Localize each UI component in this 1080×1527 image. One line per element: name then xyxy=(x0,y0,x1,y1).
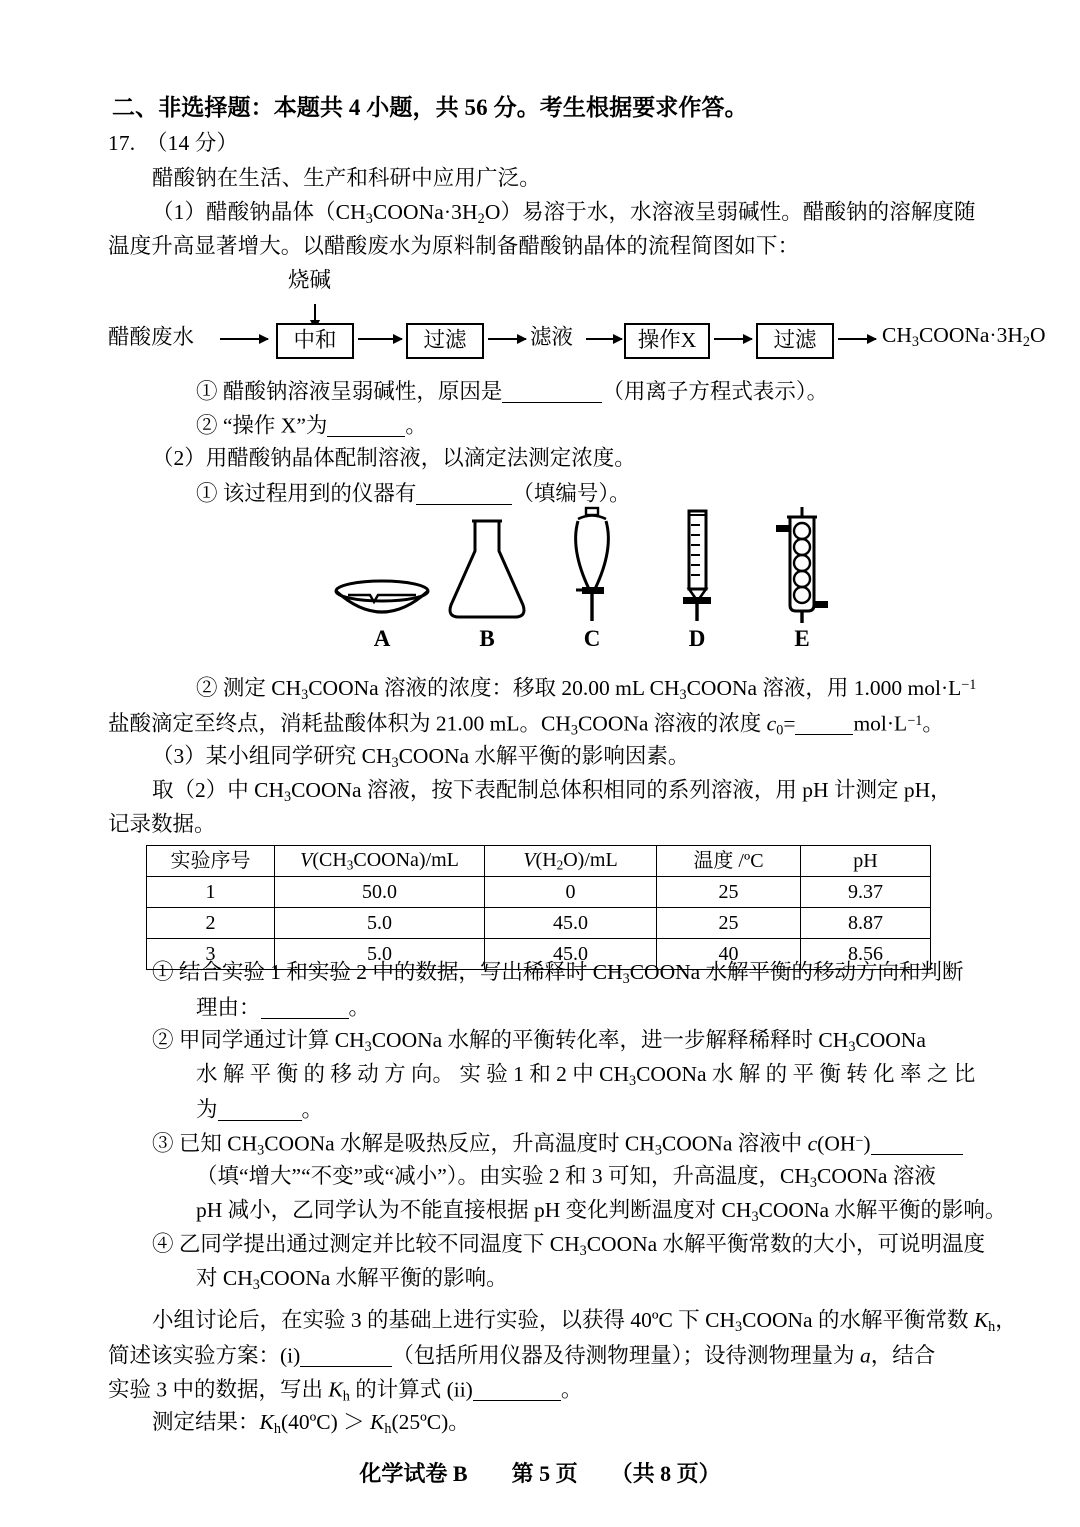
p3i4-l2-b: COONa 水解平衡的影响。 xyxy=(259,1266,508,1290)
p3i3-l1-b: COONa 水解是吸热反应，升高温度时 CH xyxy=(264,1131,655,1156)
cell-v-water: 0 xyxy=(485,877,657,908)
sub-3: 3 xyxy=(284,788,292,805)
cell-temperature: 40 xyxy=(657,939,801,970)
part2-item-2-line1 xyxy=(196,678,976,702)
closing-l3-b: 的计算式 (ii) xyxy=(349,1377,473,1402)
hdr2-b: O)/mL xyxy=(563,849,618,872)
sub-3: 3 xyxy=(622,970,630,987)
blank-answer-field[interactable] xyxy=(502,380,602,403)
part2-item1-text: ① 该过程用到的仪器有 xyxy=(196,481,417,506)
conical-flask-icon xyxy=(435,505,539,627)
flow-product-label xyxy=(882,325,1046,349)
p3i1-l2-tail: 。 xyxy=(348,995,371,1020)
apparatus-conical-flask xyxy=(435,505,539,655)
p3-item3-line2 xyxy=(196,1166,936,1190)
p3i2-l3: 为 xyxy=(196,1097,218,1122)
condenser-icon xyxy=(750,505,854,627)
part1-item1-tail: （用离子方程式表示）。 xyxy=(602,379,829,404)
closing-l1-b: COONa 的水解平衡常数 xyxy=(742,1308,974,1332)
sub-h: h xyxy=(342,1388,350,1405)
closing-l2-b: （包括所用仪器及待测物理量）；设待测物理量为 xyxy=(392,1343,860,1368)
part1-line2: 温度升高显著增大。以醋酸废水为原料制备醋酸钠晶体的流程简图如下： xyxy=(108,234,800,258)
flow-arrow-6 xyxy=(838,338,876,340)
blank-answer-field[interactable] xyxy=(473,1378,561,1401)
sub-3: 3 xyxy=(257,1142,265,1159)
p3i1-l2: 理由： xyxy=(196,995,261,1020)
flow-box-filter-2: 过滤 xyxy=(756,323,834,359)
cell-ph: 9.37 xyxy=(801,877,931,908)
part2-item1-tail: （填编号）。 xyxy=(512,481,631,506)
blank-answer-field[interactable] xyxy=(871,1132,963,1155)
product-sub-3: 3 xyxy=(911,333,919,350)
apparatus-evaporating-dish xyxy=(330,505,434,655)
table-header-row xyxy=(147,846,931,877)
p3-l1-a: 取（2）中 CH xyxy=(152,778,284,802)
experiment-data-table xyxy=(146,845,931,970)
p3i3-l1-c: COONa 溶液中 xyxy=(661,1131,808,1156)
sym-a: a xyxy=(859,1343,871,1368)
question-intro: 醋酸钠在生活、生产和科研中应用广泛。 xyxy=(152,166,541,190)
part2-item-2-line2 xyxy=(108,712,944,738)
apparatus-label-d: D xyxy=(688,626,706,651)
p3i3-l3-b: COONa 水解平衡的影响。 xyxy=(758,1198,1007,1222)
p3-item4-line1 xyxy=(152,1234,985,1258)
sup-neg1: −1 xyxy=(961,677,977,694)
part1-line1-a: （1）醋酸钠晶体（CH xyxy=(152,200,366,224)
cell-v-water: 45.0 xyxy=(485,908,657,939)
p3i4-l1-a: ④ 乙同学提出通过测定并比较不同温度下 CH xyxy=(152,1232,580,1256)
p3-header-b: COONa 水解平衡的影响因素。 xyxy=(398,744,690,768)
page-footer: 化学试卷 B 第 5 页 （共 8 页） xyxy=(359,1461,721,1486)
cell-v-acetate: 5.0 xyxy=(275,908,485,939)
sub-3: 3 xyxy=(848,1038,856,1055)
p3-item1-line2 xyxy=(196,996,370,1019)
sym-V: V xyxy=(523,849,536,872)
part1-item2-tail: 。 xyxy=(405,413,427,438)
flow-box-neutralize: 中和 xyxy=(276,323,354,359)
part3-header xyxy=(152,746,689,770)
closing-l4-c: (25ºC)。 xyxy=(391,1410,470,1434)
part3-line2: 记录数据。 xyxy=(108,812,216,836)
p3i3-l3-a: pH 减小，乙同学认为不能直接根据 pH 变化判断温度对 CH xyxy=(196,1198,752,1222)
apparatus-figure-group xyxy=(330,505,810,670)
col-header-v-water xyxy=(485,846,657,877)
part3-line1 xyxy=(152,780,952,804)
flow-filtrate-label: 滤液 xyxy=(530,325,574,349)
sym-K: K xyxy=(259,1410,274,1434)
cell-exp-no: 3 xyxy=(147,939,275,970)
hdr1-b: COONa)/mL xyxy=(353,849,459,872)
cell-exp-no: 2 xyxy=(147,908,275,939)
sup-neg1: −1 xyxy=(907,712,923,729)
p3i2-l2-a: 水 解 平 衡 的 移 动 方 向。 实 验 1 和 2 中 CH xyxy=(196,1062,629,1086)
sub-3: 3 xyxy=(301,686,309,703)
p3i4-l1-b: COONa 水解平衡常数的大小，可说明温度 xyxy=(586,1232,986,1256)
closing-l4-b: (40ºC) ＞ xyxy=(280,1410,371,1434)
p3i1-l1-a: ① 结合实验 1 和实验 2 中的数据，写出稀释时 CH xyxy=(152,960,623,984)
cell-temperature: 25 xyxy=(657,908,801,939)
sub-3: 3 xyxy=(391,754,399,771)
sym-K: K xyxy=(973,1308,989,1332)
p3i4-l2-a: 对 CH xyxy=(196,1266,253,1290)
product-sub-2: 2 xyxy=(1022,333,1030,350)
blank-answer-field[interactable] xyxy=(327,414,405,437)
p2i2-l2-c: = xyxy=(783,711,796,736)
p3-item2-line2 xyxy=(196,1064,975,1088)
flow-input-label: 醋酸废水 xyxy=(108,325,195,349)
p3-item3-line1 xyxy=(152,1132,963,1158)
part1-item1-text: ① 醋酸钠溶液呈弱碱性，原因是 xyxy=(196,379,503,404)
p3i2-l3-tail: 。 xyxy=(301,1097,324,1122)
sym-K: K xyxy=(328,1377,343,1402)
p2i2-l1-c: COONa 溶液，用 1.000 mol·L xyxy=(686,676,962,700)
sub-h: h xyxy=(384,1420,392,1437)
p3-item2-line3 xyxy=(196,1098,323,1121)
process-flow-diagram xyxy=(108,268,1046,360)
closing-l1-c: ， xyxy=(995,1308,1017,1332)
hdr1-a: (CH xyxy=(312,849,347,872)
p3-item4-line2 xyxy=(196,1268,508,1292)
apparatus-label-c: C xyxy=(583,626,601,651)
p3-item2-line1 xyxy=(152,1030,926,1054)
part1-item-1 xyxy=(196,380,828,403)
blank-answer-field[interactable] xyxy=(261,996,349,1019)
cell-ph: 8.56 xyxy=(801,939,931,970)
p2i2-l2-b: COONa 溶液的浓度 xyxy=(577,711,767,736)
sub-3: 3 xyxy=(346,857,354,873)
closing-l2-a: 简述该实验方案：(i) xyxy=(108,1343,301,1368)
closing-l4-a: 测定结果： xyxy=(152,1410,260,1434)
p3i2-l1-b: COONa 水解的平衡转化率，进一步解释稀释时 CH xyxy=(371,1028,849,1052)
symbol-c0: c xyxy=(766,711,777,736)
p3i3-l2-b: COONa 溶液 xyxy=(816,1164,936,1188)
flow-arrow-5 xyxy=(714,338,752,340)
cell-v-water: 45.0 xyxy=(485,939,657,970)
flow-arrow-1 xyxy=(220,338,268,340)
col-header-exp-no: 实验序号 xyxy=(147,846,275,877)
flow-reagent-label: 烧碱 xyxy=(288,268,332,292)
apparatus-label-b: B xyxy=(479,626,495,651)
cell-v-acetate: 50.0 xyxy=(275,877,485,908)
p3i3-l1-d: (OH xyxy=(817,1131,856,1156)
flow-arrow-3 xyxy=(488,338,526,340)
closing-l3-a: 实验 3 中的数据，写出 xyxy=(108,1377,329,1402)
p3-item3-line3 xyxy=(196,1200,1006,1224)
sub-0: 0 xyxy=(776,722,784,739)
blank-answer-field[interactable] xyxy=(795,712,853,735)
p3-header-a: （3）某小组同学研究 CH xyxy=(152,744,392,768)
flow-arrow-2 xyxy=(358,338,402,340)
sub-3: 3 xyxy=(629,1072,637,1089)
sup-minus: − xyxy=(855,1132,864,1149)
p3-item1-line1 xyxy=(152,962,964,986)
part1-line1-b: COONa·3H xyxy=(372,200,478,224)
closing-line2 xyxy=(108,1344,935,1367)
part1-item2-text: ② “操作 X”为 xyxy=(196,413,328,438)
sub-3: 3 xyxy=(679,686,687,703)
p3i2-l1-a: ② 甲同学通过计算 CH xyxy=(152,1028,365,1052)
p2i2-l2-d: mol·L xyxy=(853,711,908,736)
sub-2: 2 xyxy=(556,857,564,873)
apparatus-separating-funnel xyxy=(540,505,644,655)
section-heading: 二、非选择题：本题共 4 小题，共 56 分。考生根据要求作答。 xyxy=(112,95,748,120)
closing-line1 xyxy=(152,1310,1017,1334)
closing-l2-c: ，结合 xyxy=(870,1343,936,1368)
p2i2-l1-a: ② 测定 CH xyxy=(196,676,302,700)
p3-l1-b: COONa 溶液，按下表配制总体积相同的系列溶液，用 pH 计测定 pH， xyxy=(291,778,952,802)
sub-3: 3 xyxy=(809,1174,817,1191)
apparatus-label-a: A xyxy=(373,626,391,651)
sub-3: 3 xyxy=(579,1242,587,1259)
sub-3: 3 xyxy=(365,210,373,227)
sub-3: 3 xyxy=(751,1208,759,1225)
part1-item-2 xyxy=(196,414,427,437)
hdr2-a: (H xyxy=(535,849,557,872)
flow-box-operation-x: 操作X xyxy=(624,323,710,359)
cell-ph: 8.87 xyxy=(801,908,931,939)
blank-answer-field[interactable] xyxy=(416,482,512,505)
col-header-temperature: 温度 /ºC xyxy=(657,846,801,877)
question-number: 17. （14 分） xyxy=(108,131,239,155)
apparatus-label-e: E xyxy=(794,626,810,651)
sub-3: 3 xyxy=(252,1276,260,1293)
p3i2-l2-b: COONa 水 解 的 平 衡 转 化 率 之 比 xyxy=(636,1062,976,1086)
sub-3: 3 xyxy=(364,1038,372,1055)
table-row xyxy=(147,877,931,908)
p3i1-l1-b: COONa 水解平衡的移动方向和判断 xyxy=(629,960,964,984)
product-b: COONa·3H xyxy=(918,323,1023,347)
flow-arrow-4 xyxy=(586,338,622,340)
p2i2-l1-b: COONa 溶液的浓度：移取 20.00 mL CH xyxy=(308,676,680,700)
sub-3: 3 xyxy=(570,722,578,739)
sym-V: V xyxy=(300,849,313,872)
sub-3: 3 xyxy=(735,1318,743,1335)
product-a: CH xyxy=(882,323,912,347)
closing-l3-c: 。 xyxy=(560,1377,583,1402)
part2-item-1 xyxy=(196,482,631,505)
closing-line3 xyxy=(108,1378,582,1404)
separating-funnel-icon xyxy=(540,505,644,627)
cell-v-acetate: 5.0 xyxy=(275,939,485,970)
p2i2-l2-e: 。 xyxy=(922,711,944,736)
blank-answer-field[interactable] xyxy=(218,1098,302,1121)
flow-box-filter-1: 过滤 xyxy=(406,323,484,359)
p3i3-l1-e: ) xyxy=(863,1131,871,1156)
cell-exp-no: 1 xyxy=(147,877,275,908)
closing-l1-a: 小组讨论后，在实验 3 的基础上进行实验，以获得 40ºC 下 CH xyxy=(152,1308,736,1332)
part2-header: （2）用醋酸钠晶体配制溶液，以滴定法测定浓度。 xyxy=(152,446,636,470)
evaporating-dish-icon xyxy=(330,505,434,627)
apparatus-burette xyxy=(645,505,749,655)
burette-icon xyxy=(645,505,749,627)
sub-2: 2 xyxy=(477,210,485,227)
p3i3-l2-a: （填“增大”“不变”或“减小”）。由实验 2 和 3 可知，升高温度，CH xyxy=(196,1164,810,1188)
p2i2-l2-a: 盐酸滴定至终点，消耗盐酸体积为 21.00 mL。CH xyxy=(108,711,571,736)
sym-c: c xyxy=(807,1131,818,1156)
part1-line1 xyxy=(152,202,976,226)
col-header-ph: pH xyxy=(801,846,931,877)
p3i2-l1-c: COONa xyxy=(855,1028,926,1052)
cell-temperature: 25 xyxy=(657,877,801,908)
sub-3: 3 xyxy=(654,1142,662,1159)
closing-line4 xyxy=(152,1412,470,1436)
product-c: O xyxy=(1029,323,1046,347)
table-row xyxy=(147,908,931,939)
sub-h: h xyxy=(273,1420,281,1437)
p3i3-l1-a: ③ 已知 CH xyxy=(152,1131,258,1156)
sym-K: K xyxy=(370,1410,385,1434)
blank-answer-field[interactable] xyxy=(300,1344,392,1367)
sub-h: h xyxy=(988,1318,996,1335)
apparatus-condenser xyxy=(750,505,854,655)
part1-line1-c: O）易溶于水，水溶液呈弱碱性。醋酸钠的溶解度随 xyxy=(484,200,976,224)
col-header-v-acetate xyxy=(275,846,485,877)
